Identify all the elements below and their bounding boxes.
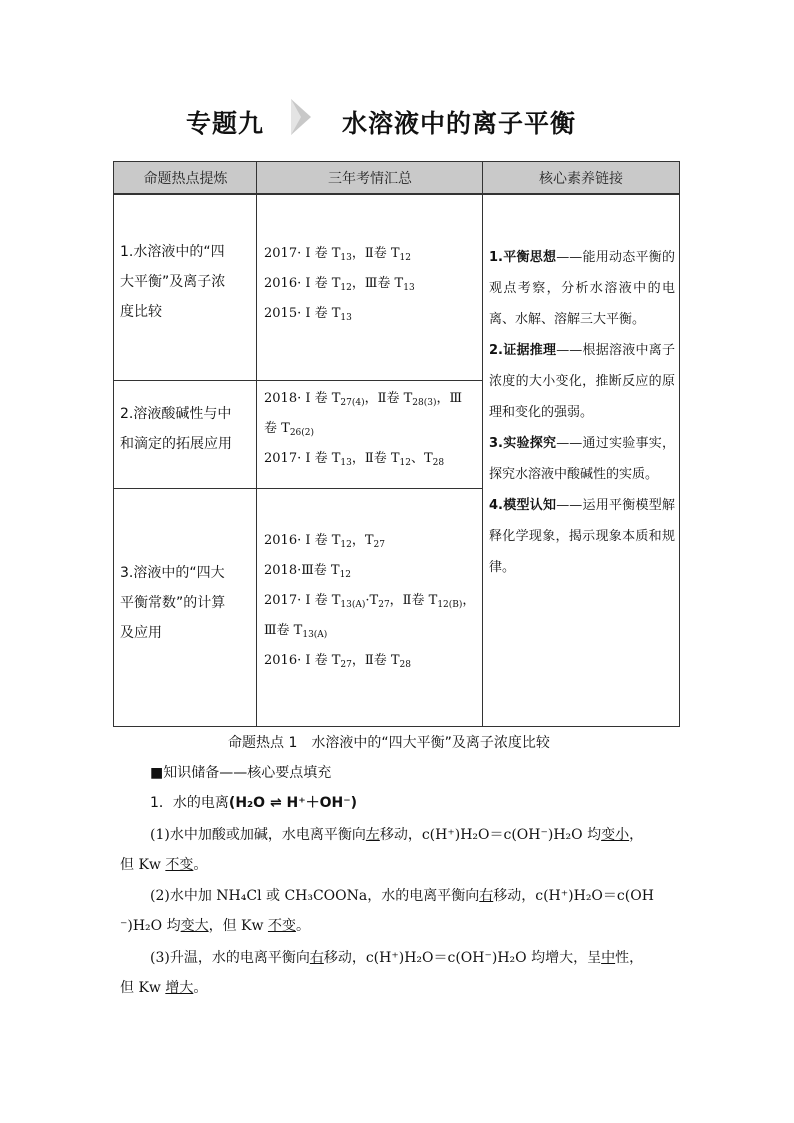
section-heading: ■知识储备——核心要点填充 (150, 765, 332, 781)
exam-line: 2017· Ⅰ 卷 $T_{13(A)}\cdot T_{27}$，Ⅱ卷 $T_{12(B)}$， (264, 593, 476, 610)
blank-answer: 变大 (180, 918, 209, 934)
hotspot-line: 和滴定的拓展应用 (120, 436, 232, 452)
row-divider (114, 194, 679, 195)
hotspot-line: 2.溶液酸碱性与中 (120, 406, 232, 422)
hotspot-line: 及应用 (120, 625, 162, 641)
row-divider (114, 380, 482, 381)
exam-line: 2017· Ⅰ 卷 $T_{13}$，Ⅱ卷 $T_{12}$ (264, 246, 411, 263)
exam-line: 2015· Ⅰ 卷 $T_{13}$ (264, 306, 352, 323)
hotspot-line: 1.水溶液中的“四 (120, 244, 225, 260)
exam-line: Ⅲ卷 $T_{13(A)}$ (264, 623, 328, 640)
blank-answer: 右 (479, 888, 494, 904)
paragraph-1-cont: 但 Kw 不变。 (120, 857, 208, 873)
exam-line: 2018· Ⅰ 卷 $T_{27(4)}$，Ⅱ卷 $T_{28(3)}$，Ⅲ (264, 391, 463, 408)
paragraph-1: (1)水中加酸或加碱，水电离平衡向左移动，c(H⁺)H₂O＝c(OH⁻)H₂O 均变小， (150, 827, 644, 843)
exam-line: 2016· Ⅰ 卷 $T_{12}$，Ⅲ卷 $T_{13}$ (264, 276, 415, 293)
hotspot-caption: 命题热点 1 水溶液中的“四大平衡”及离子浓度比较 (228, 735, 550, 751)
exam-line: 2018·Ⅲ卷 $T_{12}$ (264, 563, 352, 580)
topic-overview-table (113, 161, 680, 727)
page-title-topic: 专题九 (186, 109, 265, 138)
column-divider (256, 162, 257, 726)
paragraph-2-cont: ⁻)H₂O 均变大，但 Kw 不变。 (120, 918, 310, 934)
exam-line: 2017· Ⅰ 卷 $T_{13}$，Ⅱ卷 $T_{12}$、$T_{28}$ (264, 451, 445, 468)
blank-answer: 不变 (165, 857, 194, 873)
item-heading-text: 1．水的电离 (150, 795, 229, 811)
exam-line: 2016· Ⅰ 卷 $T_{27}$，Ⅱ卷 $T_{28}$ (264, 653, 411, 670)
table-row-exams-2 (264, 384, 462, 474)
blank-answer: 左 (365, 827, 380, 843)
table-header-hotspot: 命题热点提炼 (114, 162, 257, 194)
table-header-core: 核心素养链接 (483, 162, 679, 194)
chevron-right-icon (289, 97, 313, 141)
hotspot-line: 3.溶液中的“四大 (120, 565, 225, 581)
page-title-subject: 水溶液中的离子平衡 (342, 109, 577, 138)
blank-answer: 变小 (601, 827, 630, 843)
hotspot-line: 度比较 (120, 304, 162, 320)
paragraph-2: (2)水中加 NH₄Cl 或 CH₃COONa，水的电离平衡向右移动，c(H⁺)H₂O＝c(OH (150, 888, 654, 904)
paragraph-3: (3)升温，水的电离平衡向右移动，c(H⁺)H₂O＝c(OH⁻)H₂O 均增大，呈中性， (150, 950, 644, 966)
hotspot-line: 平衡常数”的计算 (120, 595, 226, 611)
exam-line: 卷 $T_{26(2)}$ (264, 421, 315, 438)
blank-answer: 中 (601, 950, 616, 966)
core-competency-list (489, 242, 675, 583)
core-item-2: 2.证据推理——根据溶液中离子浓度的大小变化，推断反应的原理和变化的强弱。 (489, 343, 675, 420)
paragraph-3-cont: 但 Kw 增大。 (120, 980, 208, 996)
table-row-hotspot-1 (120, 237, 254, 327)
table-row-hotspot-2 (120, 399, 254, 459)
blank-answer: 右 (309, 950, 324, 966)
hotspot-line: 大平衡”及离子浓 (120, 274, 226, 290)
water-ionization-equation: (H₂O ⇌ H⁺＋OH⁻) (228, 795, 358, 811)
exam-line: 2016· Ⅰ 卷 $T_{12}$，$T_{27}$ (264, 533, 385, 550)
table-row-exams-1 (264, 239, 415, 329)
core-item-1: 1.平衡思想——能用动态平衡的观点考察，分析水溶液中的电离、水解、溶解三大平衡。 (489, 250, 675, 327)
item-heading (150, 788, 710, 818)
blank-answer: 不变 (267, 918, 296, 934)
blank-answer: 增大 (165, 980, 194, 996)
core-item-4: 4.模型认知——运用平衡模型解释化学现象，揭示现象本质和规律。 (489, 498, 675, 575)
table-row-hotspot-3 (120, 558, 254, 648)
row-divider (114, 488, 482, 489)
core-item-3: 3.实验探究——通过实验事实，探究水溶液中酸碱性的实质。 (489, 436, 675, 482)
table-header-exams: 三年考情汇总 (257, 162, 483, 194)
table-row-exams-3 (264, 526, 475, 676)
column-divider (482, 162, 483, 726)
